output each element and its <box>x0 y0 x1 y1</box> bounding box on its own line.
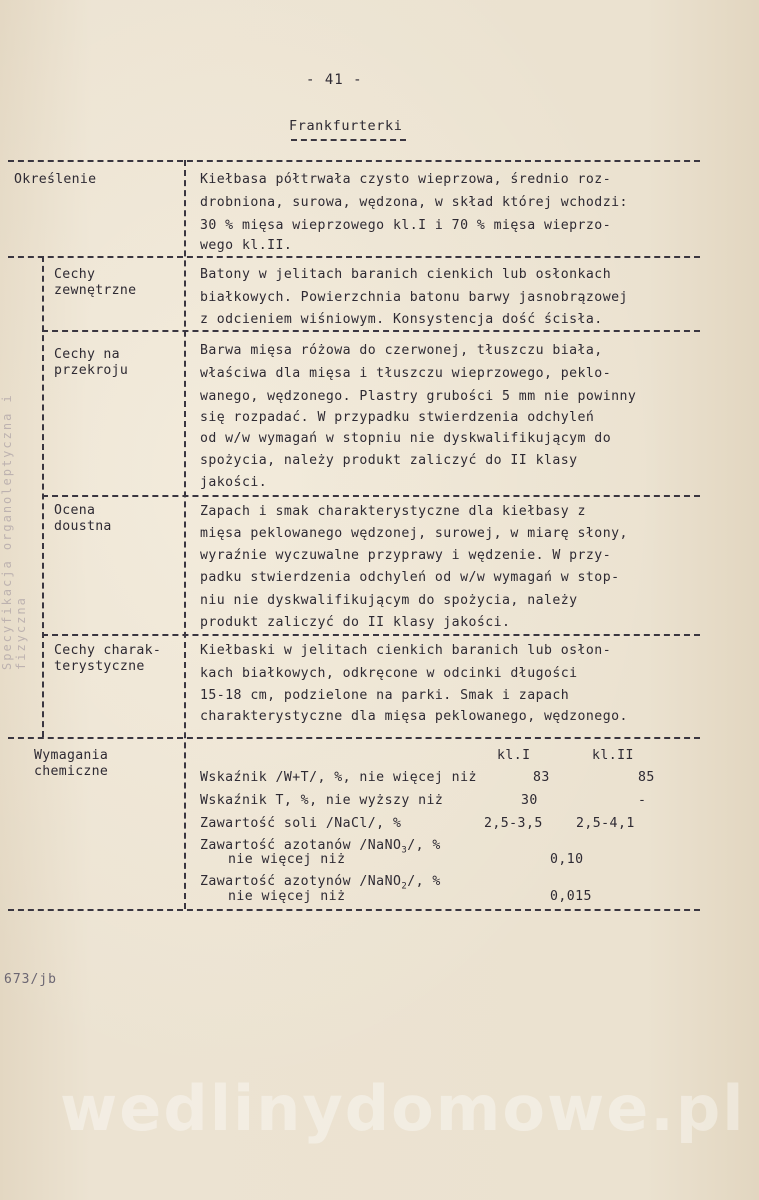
table-divider <box>184 160 186 909</box>
col-header-kl2: kl.II <box>592 748 634 763</box>
chem-item-nitrite-cont: nie więcej niż <box>228 889 346 904</box>
nitrite-prefix: Zawartość azotynów /NaNO <box>200 874 402 889</box>
row-text-line: się rozpadać. W przypadku stwierdzenia odchyleń <box>200 410 595 425</box>
row-text-line: charakterystyczne dla mięsa peklowanego, wędzonego. <box>200 709 628 724</box>
chem-item-value-kl1: 2,5-3,5 <box>484 816 543 831</box>
row-text-line: mięsa peklowanego wędzonej, surowej, w miarę słony, <box>200 526 628 541</box>
chem-item-value-kl2: 85 <box>638 770 655 785</box>
chem-item-value-kl2: - <box>638 793 647 808</box>
side-faded-text: Specyfikacja organoleptyczna i fizyczna <box>0 393 28 670</box>
chem-item-name: Wskaźnik T, %, nie wyższy niż <box>200 793 444 808</box>
row-label-cechy-charakterystyczne: Cechy charak- terystyczne <box>54 643 162 674</box>
row-text-line: wego kl.II. <box>200 238 293 253</box>
row-text-line: drobniona, surowa, wędzona, w skład której wchodzi: <box>200 195 628 210</box>
row-text-line: właściwa dla mięsa i tłuszczu wieprzowego, peklo- <box>200 366 612 381</box>
row-text-line: Kiełbasa półtrwała czysto wieprzowa, średnio roz- <box>200 172 612 187</box>
chem-item-value-nitrite: 0,015 <box>550 889 592 904</box>
row-text-line: kach białkowych, odkręcone w odcinki długości <box>200 666 578 681</box>
table-rule-top <box>8 160 700 162</box>
table-rule-2 <box>42 330 700 332</box>
row-text-line: 15-18 cm, podzielone na parki. Smak i zapach <box>200 688 570 703</box>
col-header-kl1: kl.I <box>497 748 531 763</box>
row-text-line: 30 % mięsa wieprzowego kl.I i 70 % mięsa wieprzo- <box>200 218 612 233</box>
row-label-wymagania-chemiczne: Wymagania chemiczne <box>34 748 109 779</box>
row-text-line: niu nie dyskwalifikującym do spożycia, należy <box>200 593 578 608</box>
row-label-okreslenie: Określenie <box>14 172 97 187</box>
row-label-cechy-na-przekroju: Cechy na przekroju <box>54 347 129 378</box>
row-text-line: Batony w jelitach baranich cienkich lub osłonkach <box>200 267 612 282</box>
row-text-line: białkowych. Powierzchnia batonu barwy jasnobrązowej <box>200 290 628 305</box>
group-bracket-line <box>42 256 44 737</box>
row-text-line: od w/w wymagań w stopniu nie dyskwalifikującym do <box>200 431 612 446</box>
footer-reference: 673/jb <box>4 972 57 987</box>
nitrate-prefix: Zawartość azotanów /NaNO <box>200 838 402 853</box>
chem-item-value-kl1: 83 <box>533 770 550 785</box>
chem-item-name: Zawartość soli /NaCl/, % <box>200 816 402 831</box>
nitrate-subscript: 3 <box>401 845 408 856</box>
document-title: Frankfurterki <box>289 118 403 134</box>
row-text-line: Kiełbaski w jelitach cienkich baranich lub osłon- <box>200 643 612 658</box>
table-rule-4 <box>42 634 700 636</box>
row-text-line: z odcieniem wiśniowym. Konsystencja dość ścisła. <box>200 312 603 327</box>
page-number: - 41 - <box>306 72 363 88</box>
chem-item-value-nitrate: 0,10 <box>550 852 584 867</box>
watermark-logo: wedlinydomowe.pl <box>60 1072 746 1145</box>
nitrite-suffix: /, % <box>407 874 441 889</box>
chem-item-nitrate-cont: nie więcej niż <box>228 852 346 867</box>
row-label-cechy-zewnetrzne: Cechy zewnętrzne <box>54 267 137 298</box>
nitrite-subscript: 2 <box>401 881 408 892</box>
row-text-line: wyraźnie wyczuwalne przyprawy i wędzenie. W przy- <box>200 548 612 563</box>
nitrate-suffix: /, % <box>407 838 441 853</box>
chem-item-value-kl2: 2,5-4,1 <box>576 816 635 831</box>
row-text-line: jakości. <box>200 475 268 490</box>
table-rule-1 <box>8 256 700 258</box>
row-text-line: padku stwierdzenia odchyleń od w/w wymagań w stop- <box>200 570 620 585</box>
chem-item-value-kl1: 30 <box>521 793 538 808</box>
row-label-ocena-doustna: Ocena doustna <box>54 503 112 534</box>
row-text-line: Barwa mięsa różowa do czerwonej, tłuszczu biała, <box>200 343 603 358</box>
table-rule-3 <box>42 495 700 497</box>
title-underline <box>291 139 406 141</box>
chem-item-name: Wskaźnik /W+T/, %, nie więcej niż <box>200 770 477 785</box>
table-rule-5 <box>8 737 700 739</box>
row-text-line: spożycia, należy produkt zaliczyć do II klasy <box>200 453 578 468</box>
row-text-line: produkt zaliczyć do II klasy jakości. <box>200 615 511 630</box>
row-text-line: wanego, wędzonego. Plastry grubości 5 mm nie powinny <box>200 389 637 404</box>
table-rule-bottom <box>8 909 700 911</box>
row-text-line: Zapach i smak charakterystyczne dla kiełbasy z <box>200 504 586 519</box>
